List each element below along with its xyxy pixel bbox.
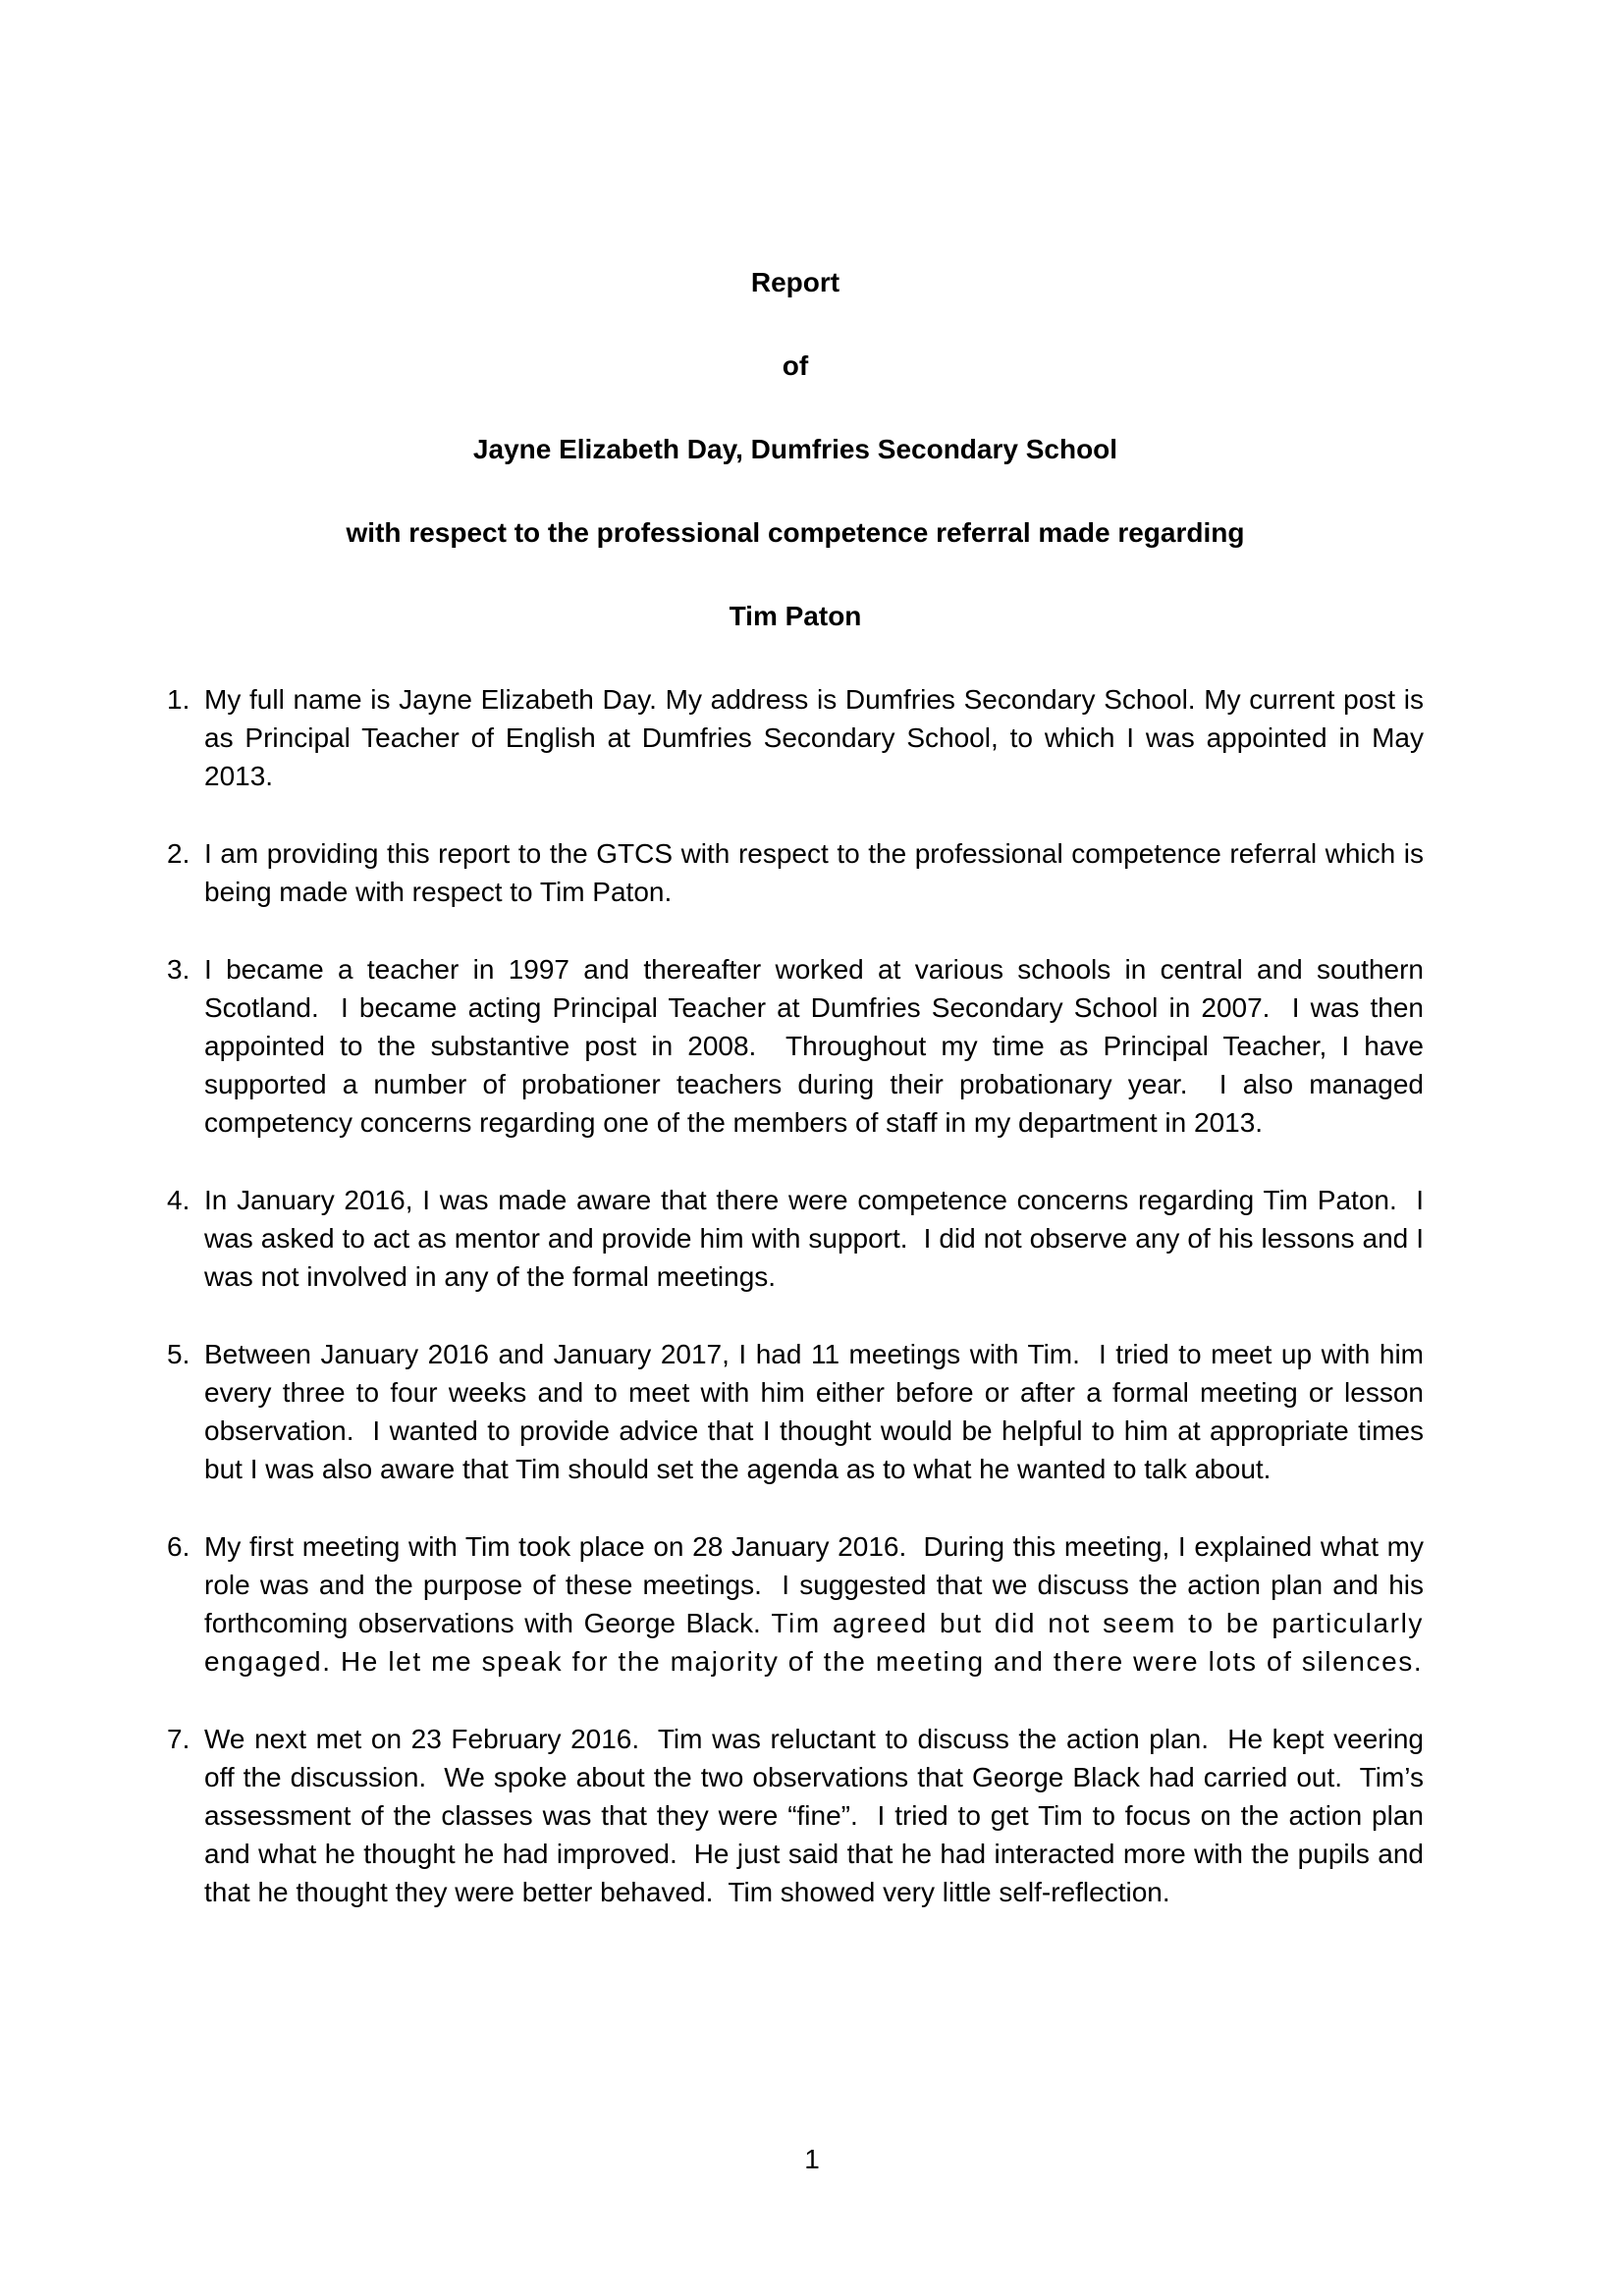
paragraph-1-number: 1. [167,684,190,715]
paragraph-1 [167,680,1424,795]
paragraph-2 [167,834,1424,911]
paragraph-7-text: We next met on 23 February 2016. Tim was reluctant to discuss the action plan. He kept veering off the discussion. We spoke about the two observations that George Black had carried out. Tim’s assessment of the classes was that they were “fine”. I tried to get Tim to focus on the action plan and what he thought he had improved. He just said that he had interacted more with the pupils and that he thought they were better behaved. Tim showed very little self-reflection. [204,1724,1424,1907]
paragraph-7 [167,1720,1424,1911]
paragraph-4 [167,1181,1424,1296]
paragraph-6-number: 6. [167,1531,190,1562]
paragraph-4-text: In January 2016, I was made aware that there were competence concerns regarding Tim Paton. I was asked to act as mentor and provide him with support. I did not observe any of his lessons and I was not involved in any of the formal meetings. [204,1185,1424,1292]
paragraph-1-text: My full name is Jayne Elizabeth Day. My address is Dumfries Secondary School. My current post is as Principal Teacher of English at Dumfries Secondary School, to which I was appointed in May 2013. [204,684,1424,791]
report-respondent: Tim Paton [729,601,862,631]
report-of: of [782,350,809,381]
paragraph-3-number: 3. [167,954,190,985]
page-number: 1 [804,2144,820,2174]
report-title: Report [750,267,840,297]
paragraph-3 [167,950,1424,1142]
paragraph-4-number: 4. [167,1185,190,1215]
paragraph-6 [167,1527,1424,1681]
document-content [167,263,1424,1950]
paragraph-3-text: I became a teacher in 1997 and thereafter worked at various schools in central and southern Scotland. I became acting Principal Teacher at Dumfries Secondary School in 2007. I was then appointed to the substantive post in 2008. Throughout my time as Principal Teacher, I have supported a number of probationer teachers during their probationary year. I also managed competency concerns regarding one of the members of staff in my department in 2013. [204,954,1424,1138]
paragraph-5-number: 5. [167,1339,190,1369]
paragraph-7-number: 7. [167,1724,190,1754]
paragraph-5-text: Between January 2016 and January 2017, I had 11 meetings with Tim. I tried to meet up with him every three to four weeks and to meet with him either before or after a formal meeting or lesson observation. I wanted to provide advice that I thought would be helpful to him at appropriate times but I was also aware that Tim should set the agenda as to what he wanted to talk about. [204,1339,1424,1484]
paragraph-2-text: I am providing this report to the GTCS with respect to the professional competence referral which is being made with respect to Tim Paton. [204,838,1424,907]
paragraph-2-number: 2. [167,838,190,869]
report-regarding: with respect to the professional competence referral made regarding [346,517,1245,548]
paragraph-5 [167,1335,1424,1488]
report-subject: Jayne Elizabeth Day, Dumfries Secondary School [472,434,1118,464]
paragraph-6-text: My first meeting with Tim took place on 28 January 2016. During this meeting, I explained what my role was and the purpose of these meetings. I suggested that we discuss the action plan and his forthcoming observations with George Black. Tim agreed but did not seem to be particularly engaged. He let me speak for the majority of the meeting and there were lots of silences. [204,1531,1424,1677]
